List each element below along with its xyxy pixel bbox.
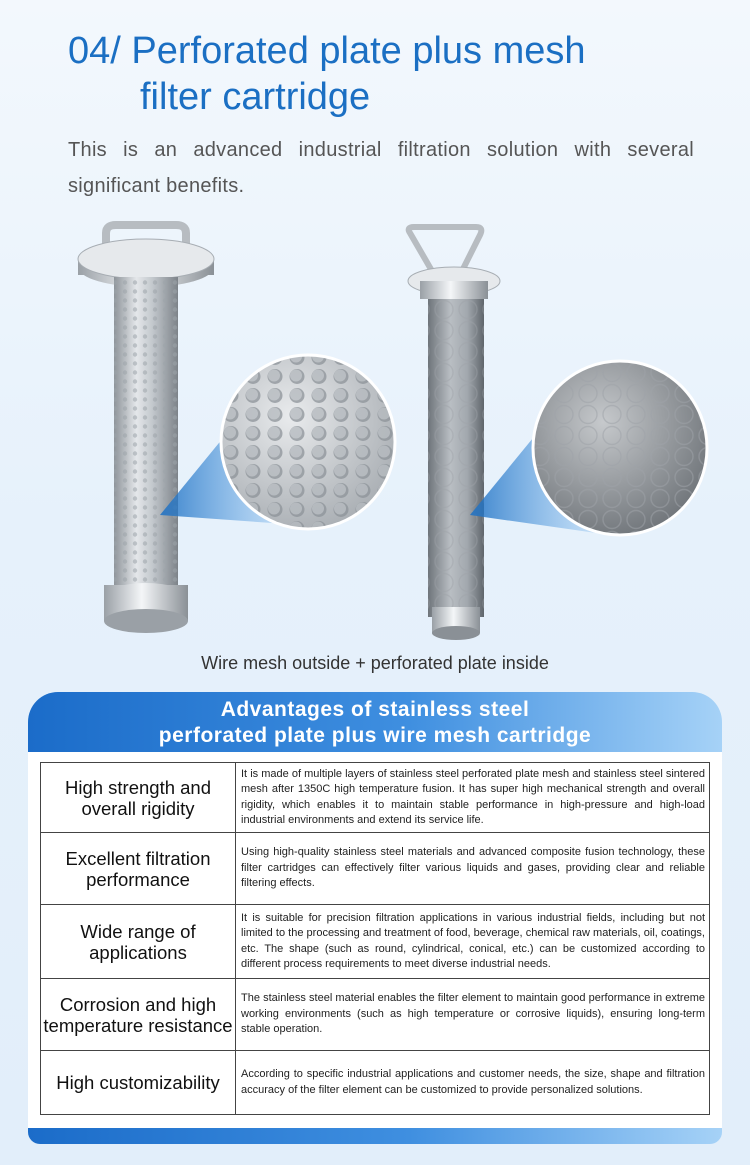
advantages-heading <box>28 692 722 752</box>
page-title <box>68 28 728 120</box>
intro-text: This is an advanced industrial filtration solution with several significant benefits. <box>68 139 694 197</box>
left-cartridge <box>78 225 214 633</box>
row-text: According to specific industrial applications and customer needs, the size, shape and filtration accuracy of the filter element can be customized to provide personalized solutions. <box>236 1051 710 1115</box>
table-row <box>41 763 710 833</box>
photo-caption: Wire mesh outside + perforated plate inside <box>201 653 549 673</box>
title-line-1: 04/ Perforated plate plus mesh <box>68 30 586 72</box>
right-cartridge <box>408 227 500 640</box>
row-title: Corrosion and high temperature resistance <box>41 979 236 1051</box>
advantages-table <box>40 762 710 1115</box>
advantages-heading-line-2: perforated plate plus wire mesh cartridge <box>158 724 592 747</box>
table-row <box>41 833 710 905</box>
advantages-heading-line-1: Advantages of stainless steel <box>220 698 530 721</box>
row-text: Using high-quality stainless steel materials and advanced composite fusion technology, these filter cartridges can effectively filter various liquids and gases, providing clear and reliable filtering effects. <box>236 833 710 905</box>
row-title: Wide range of applications <box>41 905 236 979</box>
row-text: It is suitable for precision filtration applications in various industrial fields, including but not limited to the processing and treatment of food, beverage, chemical raw materials, oil, coatings, etc. The shape (such as round, cylindrical, conical, etc.) can be customized according to different process requirements to meet diverse industrial needs. <box>236 905 710 979</box>
row-title: High strength and overall rigidity <box>41 763 236 833</box>
footer-bar <box>28 1128 722 1144</box>
title-line-2: filter cartridge <box>140 76 371 118</box>
row-text: It is made of multiple layers of stainless steel perforated plate mesh and stainless steel sintered mesh after 1350C high temperature fusion. It has super high mechanical strength and overall rigidity, which enables it to maintain stable performance in high-pressure and high-load industrial environments and extend its service life. <box>236 763 710 833</box>
row-title: Excellent filtration performance <box>41 833 236 905</box>
table-row <box>41 905 710 979</box>
table-row <box>41 1051 710 1115</box>
row-text: The stainless steel material enables the filter element to maintain good performance in extreme working environments (such as high temperature or corrosive liquids), ensuring long-term stable operation. <box>236 979 710 1051</box>
table-row <box>41 979 710 1051</box>
row-title: High customizability <box>41 1051 236 1115</box>
product-photo <box>0 215 750 645</box>
